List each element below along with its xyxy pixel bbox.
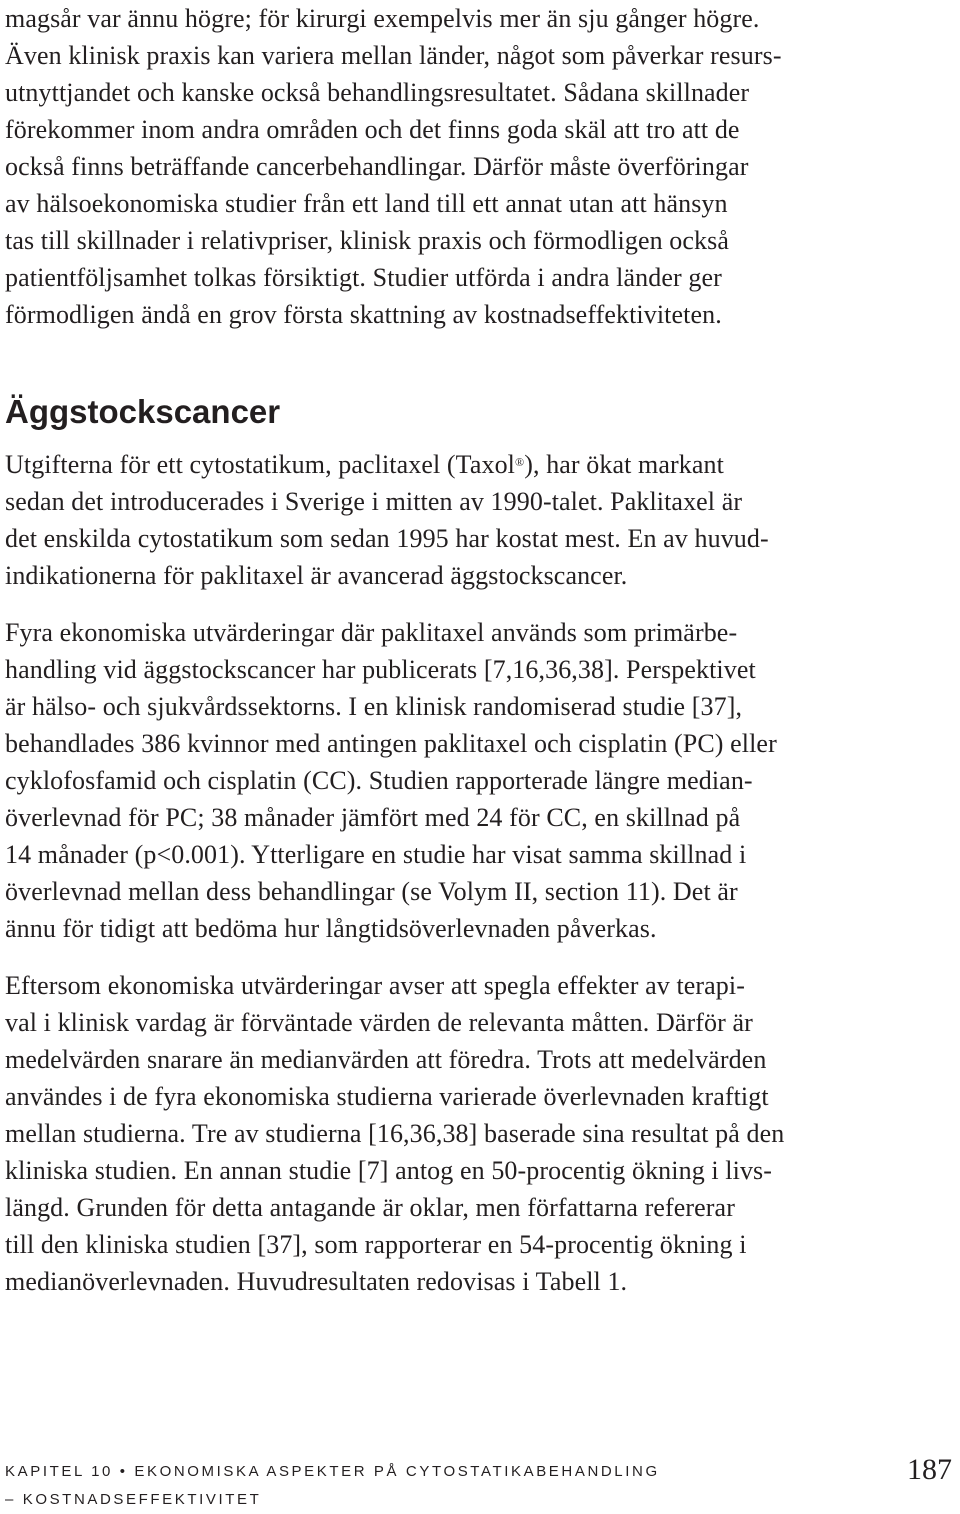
section-heading: Äggstockscancer: [5, 393, 281, 430]
text-line: cyklofosfamid och cisplatin (CC). Studien rapporterade längre median-: [5, 766, 753, 795]
paragraph-intro: [5, 0, 782, 333]
text-line: Även klinisk praxis kan variera mellan länder, något som påverkar resurs-: [5, 41, 782, 70]
registered-mark: ®: [515, 455, 525, 469]
paragraph-paclitaxel-costs: [5, 446, 769, 594]
text-line: medianöverlevnaden. Huvudresultaten redovisas i Tabell 1.: [5, 1267, 628, 1296]
text-line: patientföljsamhet tolkas försiktigt. Studier utförda i andra länder ger: [5, 263, 722, 292]
text-line: längd. Grunden för detta antagande är oklar, men författarna refererar: [5, 1193, 735, 1222]
text-line: förmodligen ändå en grov första skattning av kostnadseffektiviteten.: [5, 300, 722, 329]
paragraph-mean-values: [5, 967, 784, 1300]
text-line: mellan studierna. Tre av studierna [16,36,38] baserade sina resultat på den: [5, 1119, 785, 1148]
text-line: överlevnad mellan dess behandlingar (se Volym II, section 11). Det är: [5, 877, 738, 906]
text-line: användes i de fyra ekonomiska studierna varierade överlevnaden kraftigt: [5, 1082, 769, 1111]
text-line: också finns beträffande cancerbehandlingar. Därför måste överföringar: [5, 152, 749, 181]
footer-chapter-title: KAPITEL 10 • EKONOMISKA ASPEKTER PÅ CYTOSTATIKABEHANDLING: [5, 1463, 660, 1480]
text-line: medelvärden snarare än medianvärden att föredra. Trots att medelvärden: [5, 1045, 767, 1074]
footer-chapter-subtitle: – KOSTNADSEFFEKTIVITET: [5, 1491, 262, 1508]
running-footer: [5, 1458, 660, 1514]
page-number: 187: [907, 1453, 952, 1486]
text-line: av hälsoekonomiska studier från ett land till ett annat utan att hänsyn: [5, 189, 728, 218]
text-line: [5, 446, 769, 483]
text-line: ännu för tidigt att bedöma hur långtidsöverlevnaden påverkas.: [5, 914, 657, 943]
text-line: handling vid äggstockscancer har publicerats [7,16,36,38]. Perspektivet: [5, 655, 756, 684]
text-line: utnyttjandet och kanske också behandlingsresultatet. Sådana skillnader: [5, 78, 750, 107]
text-line: överlevnad för PC; 38 månader jämfört med 24 för CC, en skillnad på: [5, 803, 741, 832]
text-line: indikationerna för paklitaxel är avancerad äggstockscancer.: [5, 561, 628, 590]
text-line: magsår var ännu högre; för kirurgi exempelvis mer än sju gånger högre.: [5, 4, 760, 33]
text-line: sedan det introducerades i Sverige i mitten av 1990-talet. Paklitaxel är: [5, 487, 743, 516]
text-line: 14 månader (p<0.001). Ytterligare en studie har visat samma skillnad i: [5, 840, 747, 869]
text-line: Fyra ekonomiska utvärderingar där paklitaxel används som primärbe-: [5, 618, 738, 647]
text-line: är hälso- och sjukvårdssektorns. I en klinisk randomiserad studie [37],: [5, 692, 743, 721]
text-line: förekommer inom andra områden och det finns goda skäl att tro att de: [5, 115, 740, 144]
text-fragment: ), har ökat markant: [524, 450, 724, 479]
text-line: till den kliniska studien [37], som rapporterar en 54-procentig ökning i: [5, 1230, 747, 1259]
text-line: behandlades 386 kvinnor med antingen paklitaxel och cisplatin (PC) eller: [5, 729, 777, 758]
text-line: det enskilda cytostatikum som sedan 1995 har kostat mest. En av huvud-: [5, 524, 769, 553]
text-line: tas till skillnader i relativpriser, klinisk praxis och förmodligen också: [5, 226, 729, 255]
text-line: val i klinisk vardag är förväntade värden de relevanta måtten. Därför är: [5, 1008, 753, 1037]
text-line: kliniska studien. En annan studie [7] antog en 50-procentig ökning i livs-: [5, 1156, 773, 1185]
text-line: Eftersom ekonomiska utvärderingar avser att spegla effekter av terapi-: [5, 971, 745, 1000]
text-fragment: Utgifterna för ett cytostatikum, paclitaxel (Taxol: [5, 450, 516, 479]
paragraph-evaluations: [5, 614, 777, 947]
